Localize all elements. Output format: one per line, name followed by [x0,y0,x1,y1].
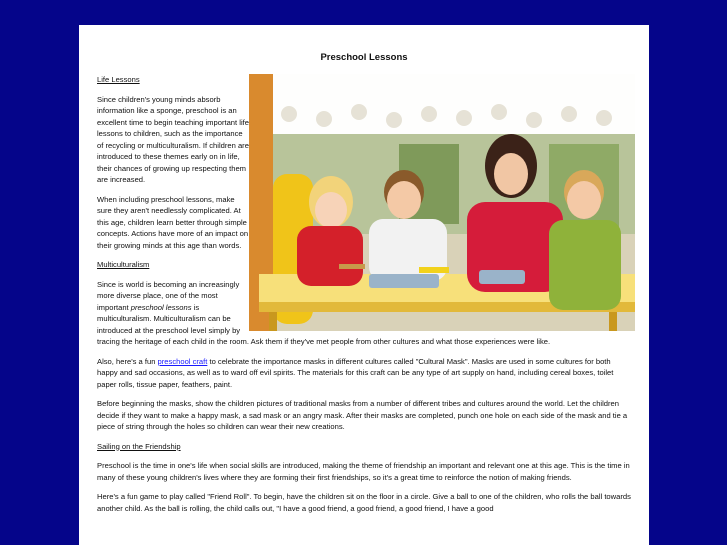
section-heading-multiculturalism: Multiculturalism [97,260,150,269]
paragraph-multi-3: Before beginning the masks, show the children pictures of traditional masks from a number of different tribes and cultures around the world. Let the children decide if they want to make a happy mask, a sad mask or an angry mask. After their masks are completed, punch one hole on each side of the mask and tie a piece of string through the holes so children can wear their new creations. [97,399,628,431]
paragraph-friend-1: Preschool is the time in one's life when social skills are introduced, making the theme of friendship an important and relevant one at this age. This is the time in many of these young children's lives where they are forming their first friendships, so it's a great time to reinforce the notion of making friends. [97,461,630,482]
children-and-teacher-photo [249,74,635,331]
paragraph-multi-1: Since is world is becoming an increasingly more diverse place, one of the most important preschool lessons is multiculturalism. Multiculturalism can be introduced at the preschool level simply by tracing the heritage of each child in the room. Ask them if they've met people from other cultures and what those experiences were like. [97,279,551,346]
article-body [97,74,631,522]
emphasis-preschool-lessons: preschool lessons [130,302,192,312]
paragraph-life-1: Since children's young minds absorb information like a sponge, preschool is an excellent time to begin teaching important life lessons to children, such as the importance of recycling or multiculturalism. If children are introduced to these themes early on in life, their chances of growing up respecting them are increased. [97,94,249,184]
paragraph-life-2: When including preschool lessons, make sure they aren't needlessly complicated. At this age, children learn better through simple concepts. Actions have more of an impact on their growing minds at this age than words. [97,194,249,250]
section-heading-friendship: Sailing on the Friendship [97,441,181,451]
paragraph-friend-2: Here's a fun game to play called "Friend Roll". To begin, have the children sit on the floor in a circle. Give a ball to one of the children, who rolls the ball towards another child. As the ball is rolling, the child calls out, "I have a good friend, a good friend, a good friend, I have a good [97,492,631,513]
paragraph-multi-2: Also, here's a fun preschool craft to celebrate the importance masks in different cultures called "Cultural Mask". Masks are used in some cultures for both happy and sad occasions, as well as to ward off evil spirits. The materials for this craft can be any type of art supply on hand, including cereal boxes, toilet paper rolls, tissue paper, feathers, paint. [97,356,614,389]
page [79,25,649,545]
preschool-craft-link[interactable]: preschool craft [157,356,208,366]
section-heading-life-lessons: Life Lessons [97,75,140,84]
page-title: Preschool Lessons [320,52,408,63]
